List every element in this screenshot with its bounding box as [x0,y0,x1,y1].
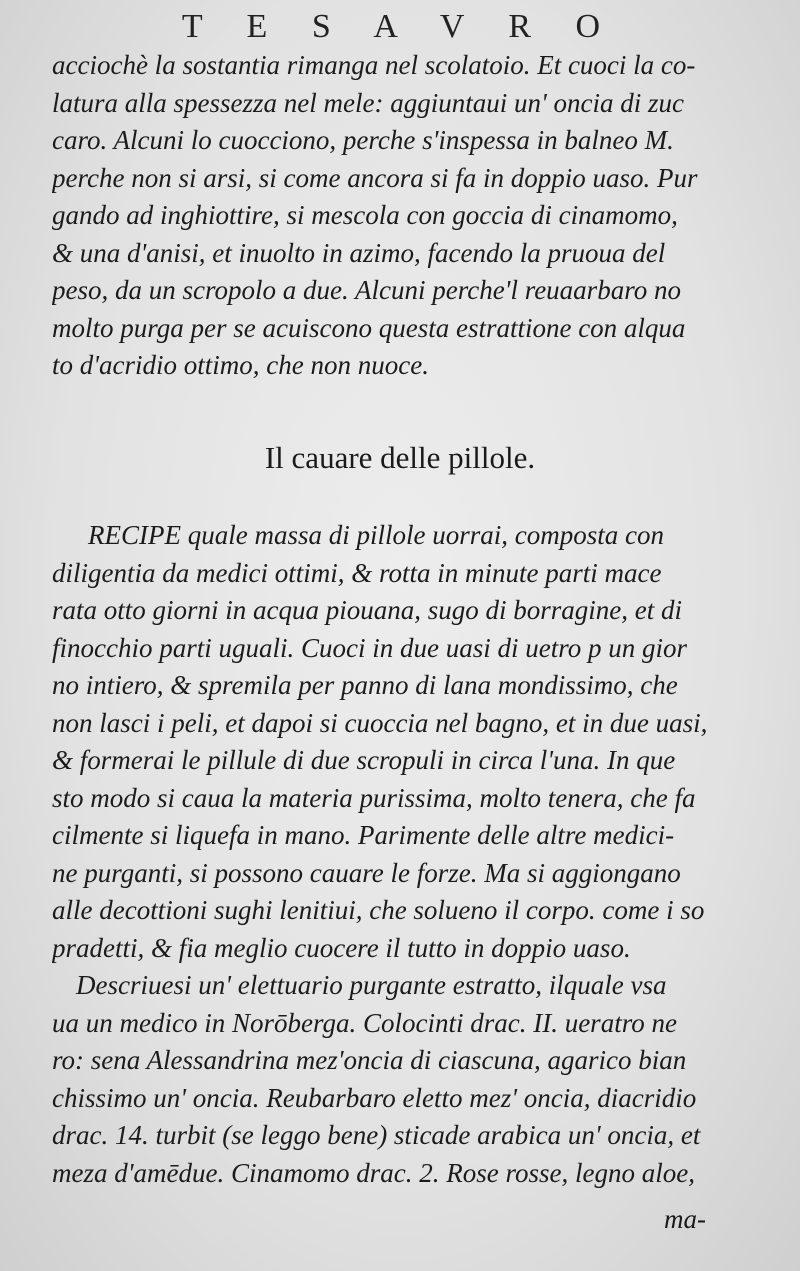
catchword: ma- [664,1204,706,1234]
text-line: alle decottioni sughi lenitiui, che solueno il corpo. come i so [52,895,705,925]
text-line: cilmente si liquefa in mano. Parimente delle altre medici- [52,820,675,850]
text-line: diligentia da medici ottimi, & rotta in minute parti mace [52,557,662,588]
text-line: ro: sena Alessandrina mez'oncia di ciascuna, agarico bian [52,1045,687,1075]
text-line: peso, da un scropolo a due. Alcuni perche'l reuaarbaro no [52,275,681,305]
text-line: latura alla spessezza nel mele: aggiuntaui un' oncia di zuc [52,87,684,118]
text-line: ua un medico in Norōberga. Colocinti drac. II. ueratro ne [52,1007,677,1038]
paragraph-2 [52,517,764,1192]
text-line: & una d'anisi, et inuolto in azimo, facendo la pruoua del [52,237,666,268]
chapter-heading: Il cauare delle pillole. [264,440,536,475]
text-line: & formerai le pillule di due scropuli in circa l'una. In que [52,745,676,775]
text-line: drac. 14. turbit (se leggo bene) sticade arabica un' oncia, et [52,1120,701,1150]
text-line: to d'acridio ottimo, che non nuoce. [52,350,429,380]
text-line: pradetti, & fia meglio cuocere il tutto in doppio uaso. [52,932,631,963]
text-line: no intiero, & spremila per panno di lana mondissimo, che [52,670,678,700]
text-line: gando ad inghiottire, si mescola con goccia di cinamomo, [52,200,678,230]
text-line: molto purga per se acuiscono questa estrattione con alqua [52,312,686,343]
text-line: finocchio parti uguali. Cuoci in due uasi di uetro p un gior [52,632,687,663]
text-line: rata otto giorni in acqua piouana, sugo di borragine, et di [52,595,683,625]
text-line: meza d'amēdue. Cinamomo drac. 2. Rose rosse, legno aloe, [52,1157,695,1188]
text-line: chissimo un' oncia. Reubarbaro eletto mez' oncia, diacridio [52,1082,697,1113]
text-line: Descriuesi un' elettuario purgante estratto, ilquale vsa [76,970,667,1000]
text-line: RECIPE quale massa di pillole uorrai, composta con [88,520,664,550]
running-head: T E S A V R O [181,8,619,45]
paragraph-1 [52,47,764,385]
text-line: perche non si arsi, si come ancora si fa in doppio uaso. Pur [52,162,698,193]
text-line: caro. Alcuni lo cuocciono, perche s'inspessa in balneo M. [52,125,674,155]
text-line: acciochè la sostantia rimanga nel scolatoio. Et cuoci la co- [52,50,696,80]
text-line: sto modo si caua la materia purissima, molto tenera, che fa [52,782,696,813]
text-line: non lasci i peli, et dapoi si cuoccia nel bagno, et in due uasi, [52,707,708,738]
text-line: ne purganti, si possono cauare le forze. Ma si aggiongano [52,857,681,888]
